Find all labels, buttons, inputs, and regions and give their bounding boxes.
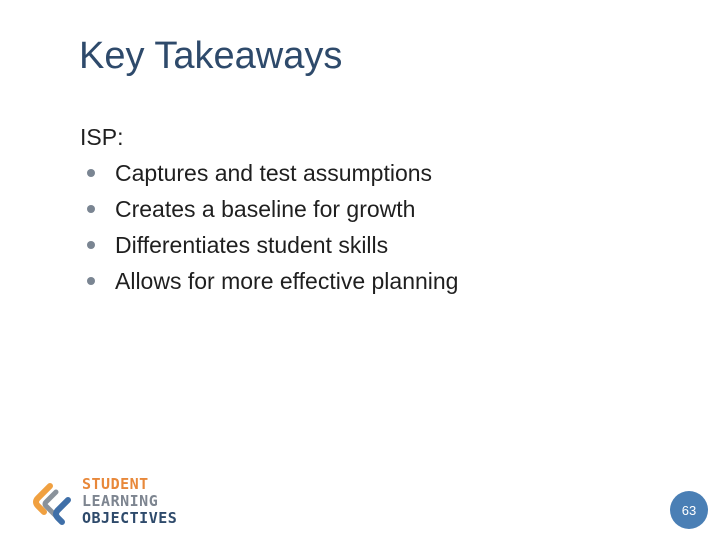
- bullet-dot-icon: [87, 205, 95, 213]
- slide-title: Key Takeaways: [79, 35, 343, 77]
- bullet-text: Creates a baseline for growth: [115, 196, 416, 222]
- bullet-dot-icon: [87, 277, 95, 285]
- slo-mark-icon: [32, 482, 74, 528]
- logo-line-objectives: OBJECTIVES: [82, 509, 178, 527]
- bullet-item: [80, 263, 458, 299]
- bullet-dot-icon: [87, 241, 95, 249]
- bullet-text: Allows for more effective planning: [115, 268, 459, 294]
- bullet-item: [80, 191, 458, 227]
- student-learning-objectives-logo: [32, 476, 192, 532]
- page-number-badge: 63: [670, 491, 708, 529]
- logo-wordmark: [82, 476, 177, 527]
- bullet-dot-icon: [87, 169, 95, 177]
- body-heading: ISP:: [80, 124, 124, 150]
- logo-line-learning: LEARNING: [82, 492, 159, 510]
- slide-body: [80, 119, 458, 299]
- bullet-text: Captures and test assumptions: [115, 160, 433, 186]
- bullet-text: Differentiates student skills: [115, 232, 389, 258]
- bullet-list: [80, 155, 458, 299]
- bullet-item: [80, 155, 458, 191]
- bullet-item: [80, 227, 458, 263]
- logo-line-student: STUDENT: [82, 475, 149, 493]
